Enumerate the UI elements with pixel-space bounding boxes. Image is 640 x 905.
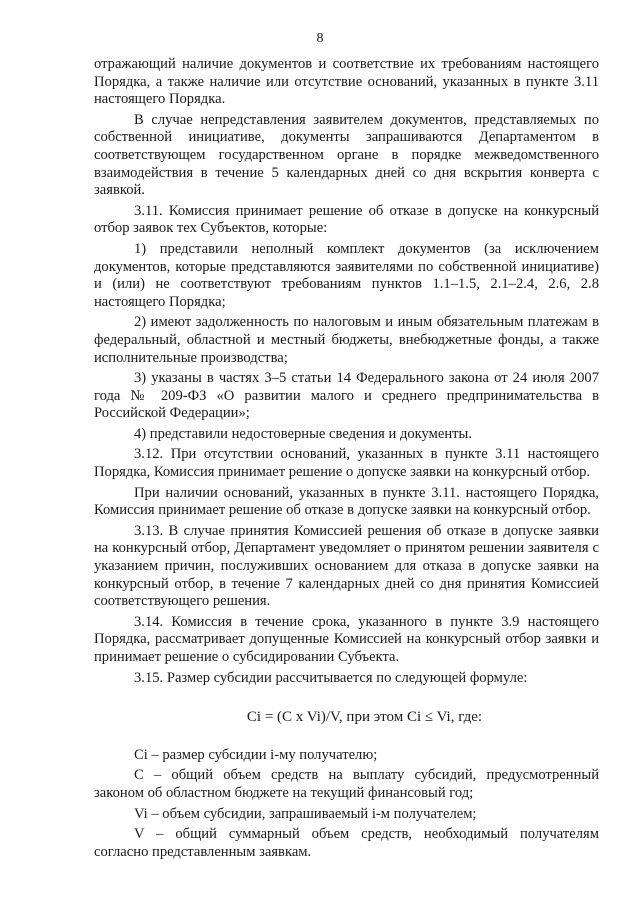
paragraphs-before-formula: [94, 56, 599, 687]
paragraph: 3.14. Комиссия в течение срока, указанного в пункте 3.9 настоящего Порядка, рассматривает допущенные Комиссией на конкурсный отбор заявки и принимает решение о субсидировании Субъекта.: [94, 613, 599, 665]
paragraph: Ci – размер субсидии i-му получателю;: [134, 746, 378, 763]
paragraph: C – общий объем средств на выплату субсидий, предусмотренный законом об областном бюджете на текущий финансовый год;: [94, 767, 599, 801]
paragraph: При наличии оснований, указанных в пункте 3.11. настоящего Порядка, Комиссия принимает решение об отказе в допуске заявки на конкурсный отбор.: [94, 484, 599, 519]
paragraph: V – общий суммарный объем средств, необходимый получателям согласно представленным заявкам.: [94, 826, 599, 860]
document-body: [94, 56, 599, 864]
paragraph: 3.15. Размер субсидии рассчитывается по следующей формуле:: [134, 669, 528, 686]
paragraph: отражающий наличие документов и соответствие их требованиям настоящего Порядка, а также наличие или отсутствие оснований, указанных в пункте 3.11 настоящего Порядка.: [94, 56, 599, 108]
paragraph: 1) представили неполный комплект документов (за исключением документов, которые представляются заявителями по собственной инициативе) и (или) не соответствуют требованиям пунктов 1.1–1.5, 2.1–2.4, 2.6, 2.8 настоящего Порядка;: [94, 240, 599, 310]
paragraph: В случае непредставления заявителем документов, представляемых по собственной инициативе, документы запрашиваются Департаментом в соответствующем государственном органе в порядке межведомственного взаимодействия в течение 5 календарных дней со дня вскрытия конверта с заявкой.: [94, 111, 599, 199]
paragraph: Vi – объем субсидии, запрашиваемый i-м получателем;: [134, 805, 477, 822]
paragraph: 3.11. Комиссия принимает решение об отказе в допуске на конкурсный отбор заявок тех Субъектов, которые:: [94, 202, 599, 237]
paragraph: 4) представили недостоверные сведения и документы.: [134, 425, 473, 442]
paragraphs-after-formula: [94, 747, 599, 862]
paragraph: 3) указаны в частях 3–5 статьи 14 Федерального закона от 24 июля 2007 года № 209-ФЗ «О развитии малого и среднего предпринимательства в Российской Федерации»;: [94, 370, 599, 422]
subsidy-formula: Ci = (C x Vi)/V, при этом Ci ≤ Vi, где:: [246, 709, 483, 726]
paragraph: 2) имеют задолженность по налоговым и иным обязательным платежам в федеральный, областной и местный бюджеты, внебюджетные фонды, а также исполнительные производства;: [94, 314, 599, 366]
paragraph: 3.13. В случае принятия Комиссией решения об отказе в допуске заявки на конкурсный отбор, Департамент уведомляет о принятом решении заявителя с указанием причин, послуживших основанием для отказа в допуске заявки на конкурсный отбор, в течение 7 календарных дней со дня принятия Комиссией соответствующего решения.: [94, 522, 599, 610]
page-number: 8: [316, 31, 324, 46]
paragraph: 3.12. При отсутствии оснований, указанных в пункте 3.11 настоящего Порядка, Комиссия принимает решение о допуске заявки на конкурсный отбор.: [94, 446, 599, 481]
